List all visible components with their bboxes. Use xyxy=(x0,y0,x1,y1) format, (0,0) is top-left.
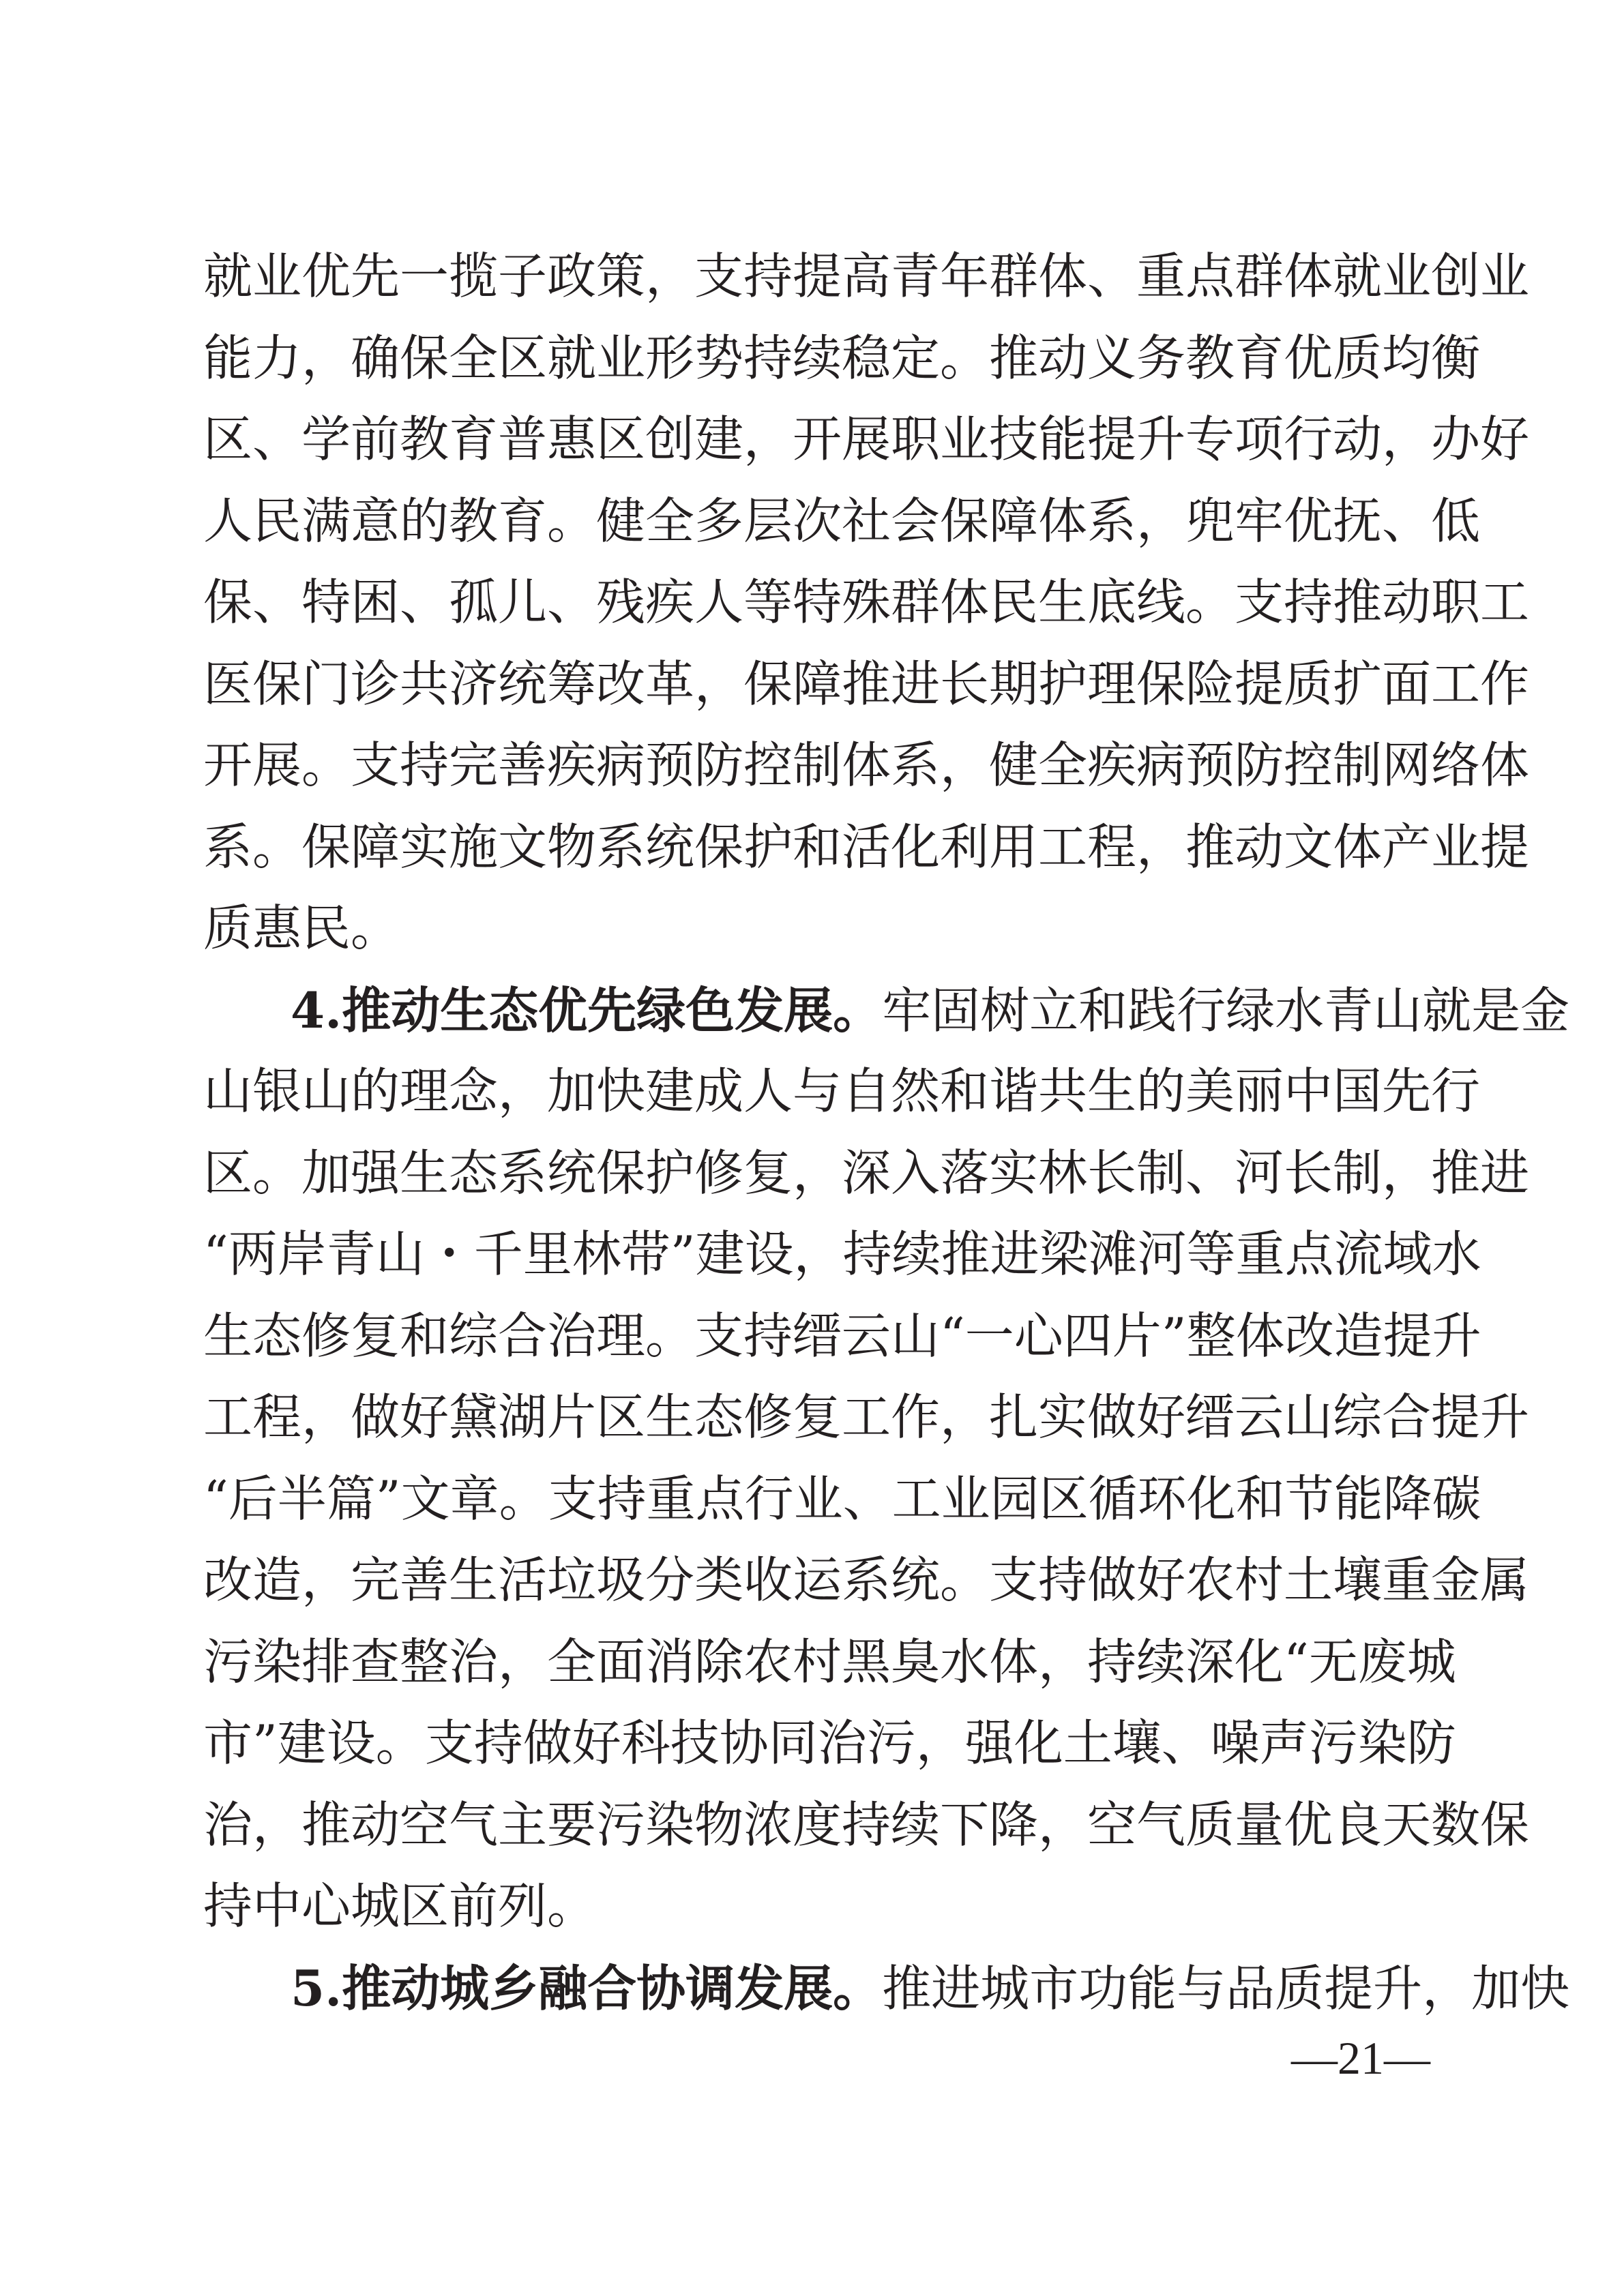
text-line: 区。加强生态系统保护修复，深入落实林长制、河长制，推进 xyxy=(203,1144,1530,1202)
paragraph-urban-rural xyxy=(203,1948,1570,2029)
text-line: 保、特困、孤儿、残疾人等特殊群体民生底线。支持推动职工 xyxy=(203,573,1530,631)
text-line: 改造，完善生活垃圾分类收运系统。支持做好农村土壤重金属 xyxy=(203,1551,1530,1609)
section-heading-5: 5.推动城乡融合协调发展。 xyxy=(291,1958,883,2017)
text-line: 工程，做好黛湖片区生态修复工作，扎实做好缙云山综合提升 xyxy=(203,1388,1530,1446)
paragraph-social-welfare xyxy=(203,236,1530,970)
text-line: 区、学前教育普惠区创建，开展职业技能提升专项行动，办好 xyxy=(203,411,1530,468)
text-line: 市”建设。支持做好科技协同治污，强化土壤、噪声污染防 xyxy=(203,1714,1456,1772)
text-run: 牢固树立和践行绿水青山就是金 xyxy=(882,981,1570,1039)
text-line: 持中心城区前列。 xyxy=(203,1877,597,1935)
paragraph-ecology xyxy=(203,970,1570,1948)
text-line: “后半篇”文章。支持重点行业、工业园区循环化和节能降碳 xyxy=(203,1470,1481,1527)
paragraph-first-line xyxy=(203,1948,1570,2029)
text-line: 系。保障实施文物系统保护和活化利用工程，推动文体产业提 xyxy=(203,818,1530,876)
text-line: 医保门诊共济统筹改革，保障推进长期护理保险提质扩面工作 xyxy=(203,655,1530,713)
text-line: 能力，确保全区就业形势持续稳定。推动义务教育优质均衡 xyxy=(203,329,1481,387)
text-run: 推进城市功能与品质提升，加快 xyxy=(882,1959,1570,2017)
text-line: 开展。支持完善疾病预防控制体系，健全疾病预防控制网络体 xyxy=(203,736,1530,794)
text-line: “两岸青山・千里林带”建设，持续推进梁滩河等重点流域水 xyxy=(203,1225,1481,1283)
paragraph-first-line xyxy=(203,970,1570,1052)
page-number: —21— xyxy=(1291,2032,1430,2084)
text-line: 生态修复和综合治理。支持缙云山“一心四片”整体改造提升 xyxy=(203,1307,1481,1365)
text-line: 山银山的理念，加快建成人与自然和谐共生的美丽中国先行 xyxy=(203,1062,1481,1120)
text-line: 治，推动空气主要污染物浓度持续下降，空气质量优良天数保 xyxy=(203,1795,1530,1853)
text-line: 质惠民。 xyxy=(203,899,400,957)
text-line: 人民满意的教育。健全多层次社会保障体系，兜牢优抚、低 xyxy=(203,492,1481,550)
document-body xyxy=(203,236,1570,2029)
section-heading-4: 4.推动生态优先绿色发展。 xyxy=(291,981,883,1039)
text-line: 污染排查整治，全面消除农村黑臭水体，持续深化“无废城 xyxy=(203,1632,1456,1690)
text-line: 就业优先一揽子政策，支持提高青年群体、重点群体就业创业 xyxy=(203,248,1530,305)
